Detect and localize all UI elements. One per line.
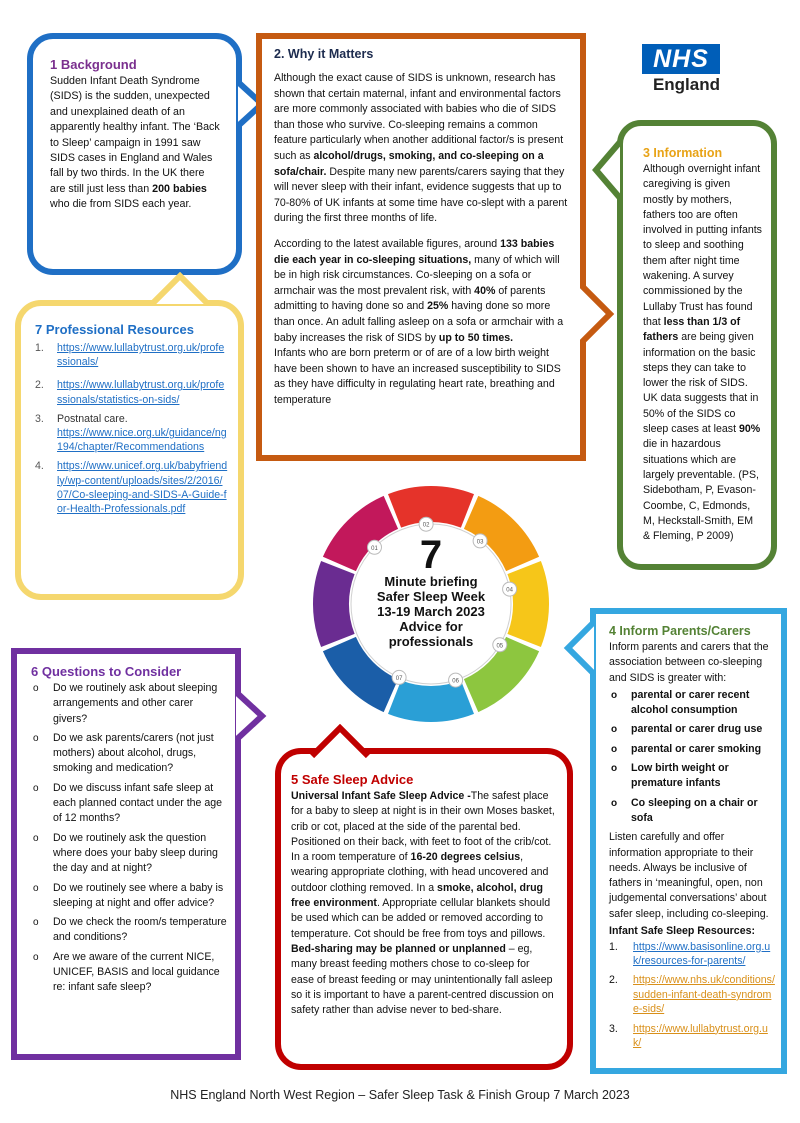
segment-number: 07: [395, 675, 403, 682]
inform-pointer: [562, 620, 596, 676]
inform-intro: Inform parents and carers that the association between co-sleeping and SIDS is greater with:: [609, 641, 769, 684]
why-para-3: Infants who are born preterm or of are of a low birth weight have been shown to have an increased susceptibility to SIDS as they have difficulty in regulating heart rate, breathing and temperature: [274, 347, 561, 406]
resource-item: 3. Postnatal care. https://www.nice.org.uk/guidance/ng194/chapter/Recommendations: [35, 412, 227, 454]
why-para-1: Although the exact cause of SIDS is unknown, research has shown that certain maternal, infant and environmental factors are more commonly associated with babies who die of SIDS than those who survive. Co-sleeping remains a common feature particularly when another additional factor/s is present such as alcohol/drugs, smoking, and co-sleeping on a sofa/chair. Despite many new parents/carers saying that they will never sleep with their infant, evidence suggests that up to 70-80% of UK infants at some time have co-slept with a parent during the first three months of life.: [274, 72, 568, 225]
inform-resource-item: 1. https://www.basisonline.org.uk/resources-for-parents/: [609, 940, 775, 969]
nhs-logo: [642, 44, 722, 96]
inform-item: o parental or carer drug use: [631, 722, 775, 737]
resource-item: 2. https://www.lullabytrust.org.uk/professionals/statistics-on-sids/: [35, 378, 228, 406]
briefing-line-4: Advice for: [399, 619, 463, 634]
segment-number: 04: [506, 587, 513, 594]
information-box: [617, 120, 777, 570]
resource-label: Postnatal care.: [57, 412, 128, 425]
inform-resource-item: 3. https://www.lullabytrust.org.uk/: [609, 1022, 775, 1051]
inform-resource-link[interactable]: https://www.basisonline.org.uk/resources-for-parents/: [633, 940, 771, 968]
information-pointer: [592, 140, 624, 200]
background-title: 1 Background: [50, 57, 137, 72]
briefing-line-1: Minute briefing: [384, 574, 478, 589]
resource-item: 1. https://www.lullabytrust.org.uk/professionals/: [35, 341, 228, 369]
resource-link[interactable]: https://www.lullabytrust.org.uk/professionals/: [57, 342, 225, 369]
background-box: [27, 33, 242, 275]
wheel-center-text: [361, 533, 504, 650]
inform-item: o parental or carer smoking: [631, 742, 775, 757]
nhs-logo-region: England: [652, 75, 720, 94]
background-text: Sudden Infant Death Syndrome (SIDS) is the sudden, unexpected and unexplained death of an apparently healthy infant. The ‘Back to Sleep’ campaign in 1991 saw SIDS cases in England and Wales fall by two thirds. In the UK there are still just less than 200 babies who die from SIDS each year.: [50, 75, 220, 211]
inform-box: [590, 608, 787, 1074]
question-item: o Do we routinely ask the question where does your baby sleep during the day and at night?: [53, 831, 227, 877]
briefing-line-5: professionals: [388, 634, 474, 649]
questions-title: 6 Questions to Consider: [31, 664, 182, 679]
inform-resource-link[interactable]: https://www.lullabytrust.org.uk/: [633, 1022, 768, 1050]
information-title: 3 Information: [643, 146, 723, 160]
segment-number: 01: [371, 545, 378, 552]
resource-link[interactable]: https://www.nice.org.uk/guidance/ng194/chapter/Recommendations: [57, 427, 227, 454]
resources-box: [15, 300, 244, 600]
inform-resources-list: [609, 940, 775, 1051]
segment-number: 02: [422, 522, 430, 529]
safe-title: 5 Safe Sleep Advice: [291, 772, 414, 787]
inform-resource-item: 2. https://www.nhs.uk/conditions/sudden-infant-death-syndrome-sids/: [609, 974, 775, 1016]
question-item: o Do we discuss infant safe sleep at each planned contact under the age of 12 months?: [53, 781, 227, 827]
safe-box: [275, 748, 573, 1070]
why-para-2: According to the latest available figures, around 133 babies die each year in co-sleeping situations, many of which will be in high risk circumstances. Co-sleeping on a sofa or armchair was the most prevalent risk, with 40% of parents admitting to having done so and 25% having done so more than once. An adult falling asleep on a sofa or armchair with a baby increases the risk of SIDS by up to 50 times.: [274, 237, 564, 344]
inform-list: [609, 688, 775, 826]
information-text: Although overnight infant caregiving is given mostly by mothers, fathers too are often involved in putting infants to sleep and soothing them after night time wakening. A survey commissioned by the Lullaby Trust has found that less than 1/3 of fathers are being given information on the basic steps they can take to lower the risk of SIDS. UK data suggests that in 50% of the SIDS co sleep cases at least 90% die in hazardous situations which are largely preventable. (PS, Sidebotham, P, Evason-Coombe, C, Edmonds, M, Heckstall-Smith, EM & Fleming, P 2009): [643, 163, 762, 543]
why-box: [256, 33, 586, 461]
segment-number: 05: [496, 643, 504, 650]
questions-box: [11, 648, 241, 1060]
wheel-segment: [313, 561, 355, 647]
question-item: o Do we routinely ask about sleeping arrangements and other carer givers?: [53, 681, 227, 727]
resource-link[interactable]: https://www.unicef.org.uk/babyfriendly/wp-content/uploads/sites/2/2016/07/Co-sleeping-and-SIDS-A-Guide-for-Health-Professionals.pdf: [57, 460, 228, 516]
inform-item: o Co sleeping on a chair or sofa: [631, 796, 775, 827]
resource-item: 4. https://www.unicef.org.uk/babyfriendly/wp-content/uploads/sites/2/2016/07/Co-sleeping-and-SIDS-A-Guide-for-Health-Professionals.pdf: [35, 460, 228, 516]
resource-link[interactable]: https://www.lullabytrust.org.uk/professionals/statistics-on-sids/: [57, 379, 225, 406]
inform-item: o Low birth weight or premature infants: [631, 761, 775, 792]
footer-text: NHS England North West Region – Safer Sleep Task & Finish Group 7 March 2023: [170, 1088, 630, 1102]
why-pointer: [580, 282, 616, 346]
briefing-line-2: Safer Sleep Week: [376, 589, 486, 604]
resources-pointer: [150, 272, 210, 306]
briefing-line-3: 13-19 March 2023: [377, 604, 485, 619]
questions-list: [31, 681, 227, 996]
briefing-number: 7: [419, 533, 443, 577]
why-title: 2. Why it Matters: [274, 47, 374, 61]
wheel-segment: [388, 680, 474, 722]
resources-list: [35, 341, 228, 516]
inform-text: Listen carefully and offer information appropriate to their needs. Always be inclusive of fathers in ‘meaningful, open, non judgemental conversations’ about safer sleep, including co-sleeping.: [609, 831, 769, 920]
safe-para-2: Bed-sharing may be planned or unplanned – eg, many breast feeding mothers chose to co-sleep for ease of breast feeding or may unintentionally fall asleep so it is important to have a parent-centred discussion on safety rather than advise never to bed-share.: [291, 942, 554, 1017]
question-item: o Do we check the room/s temperature and conditions?: [53, 915, 227, 946]
question-item: o Do we routinely see where a baby is sleeping at night and offer advice?: [53, 881, 227, 912]
safe-para-1: Universal Infant Safe Sleep Advice -The safest place for a baby to sleep at night is in their own Moses basket, crib or cot, placed at the side of the parental bed. Positioned on their back, with feet to foot of the crib/cot. In a room temperature of 16-20 degrees celsius, wearing appropriate clothing, with head uncovered and outdoor clothing removed. In a smoke, alcohol, drug free environment. Appropriate cellular blankets should be used which can be added or removed according to temperature. Cot should be free from toys and pillows.: [291, 790, 555, 940]
segment-number: 06: [452, 678, 459, 685]
safe-pointer: [310, 724, 370, 758]
question-item: o Are we aware of the current NICE, UNICEF, BASIS and local guidance re: infant safe sleep?: [53, 950, 227, 996]
questions-pointer: [236, 690, 270, 742]
briefing-wheel: [307, 480, 555, 728]
wheel-segment: [507, 561, 549, 647]
question-item: o Do we ask parents/carers (not just mothers) about alcohol, drugs, smoking and medication?: [53, 731, 227, 777]
segment-number: 03: [476, 539, 484, 546]
nhs-logo-mark: NHS: [642, 44, 720, 74]
inform-title: 4 Inform Parents/Carers: [609, 624, 751, 638]
resources-title: 7 Professional Resources: [35, 322, 194, 337]
inform-item: o parental or carer recent alcohol consumption: [631, 688, 775, 719]
inform-resource-link[interactable]: https://www.nhs.uk/conditions/sudden-infant-death-syndrome-sids/: [633, 974, 775, 1016]
inform-resources-title: Infant Safe Sleep Resources:: [609, 925, 756, 938]
